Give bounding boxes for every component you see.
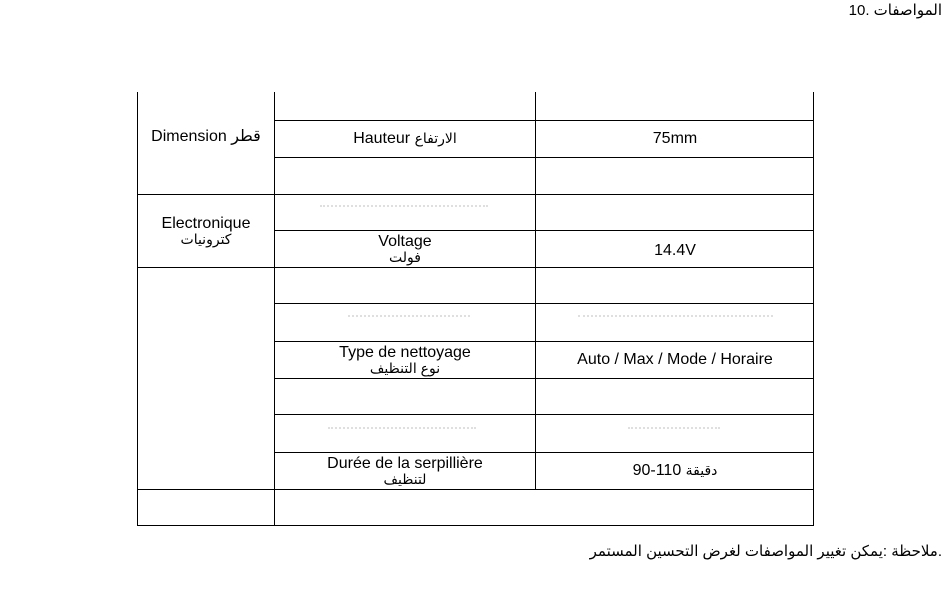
- voltage-fr: Voltage: [378, 233, 432, 250]
- group-line: [138, 267, 814, 268]
- row-line: [275, 157, 814, 158]
- row-hauteur-label: [275, 121, 535, 157]
- voltage-value: 14.4V: [654, 242, 696, 259]
- faded-text: [578, 315, 773, 319]
- row-hauteur-value: [536, 121, 814, 157]
- footer-note: ملاحظة :يمكن تغيير المواصفات لغرض التحسين المستمر.: [589, 543, 942, 560]
- row-serpilliere-value: [536, 453, 814, 489]
- serpilliere-fr: Durée de la serpillière: [327, 455, 483, 472]
- faded-text: [328, 427, 476, 431]
- nettoyage-ar: نوع التنظيف: [369, 360, 441, 376]
- row-line: [275, 303, 814, 304]
- group-line: [138, 194, 814, 195]
- faded-text: [348, 315, 470, 319]
- group-electronique: [138, 212, 274, 250]
- row-voltage-label: [275, 231, 535, 267]
- row-voltage-value: [536, 231, 814, 267]
- serpilliere-ar: لتنظيف: [383, 471, 427, 487]
- nettoyage-value: Auto / Max / Mode / Horaire: [577, 351, 773, 368]
- spec-table: [137, 92, 814, 526]
- row-line: [275, 414, 814, 415]
- faded-text: [628, 427, 720, 431]
- row-nettoyage-value: [536, 342, 814, 378]
- serpilliere-value-num: 90-110: [632, 462, 682, 479]
- group-line: [138, 489, 814, 490]
- hauteur-ar: الارتفاع: [414, 130, 457, 146]
- row-nettoyage-label: [275, 342, 535, 378]
- group-electronique-fr: Electronique: [161, 215, 251, 232]
- section-heading: المواصفات .10: [848, 2, 942, 19]
- group-electronique-ar: كترونيات: [180, 231, 232, 247]
- row-serpilliere-label: [275, 453, 535, 489]
- serpilliere-value-unit: دقيقة: [685, 462, 718, 478]
- group-dimension-fr: Dimension: [151, 128, 227, 145]
- hauteur-value: 75mm: [652, 130, 698, 147]
- voltage-ar: فولت: [389, 249, 421, 265]
- row-line: [275, 378, 814, 379]
- group-dimension-ar: قطر: [231, 128, 261, 145]
- faded-text: [320, 205, 488, 209]
- nettoyage-fr: Type de nettoyage: [339, 344, 471, 361]
- hauteur-fr: Hauteur: [353, 130, 411, 147]
- group-dimension: [138, 119, 274, 155]
